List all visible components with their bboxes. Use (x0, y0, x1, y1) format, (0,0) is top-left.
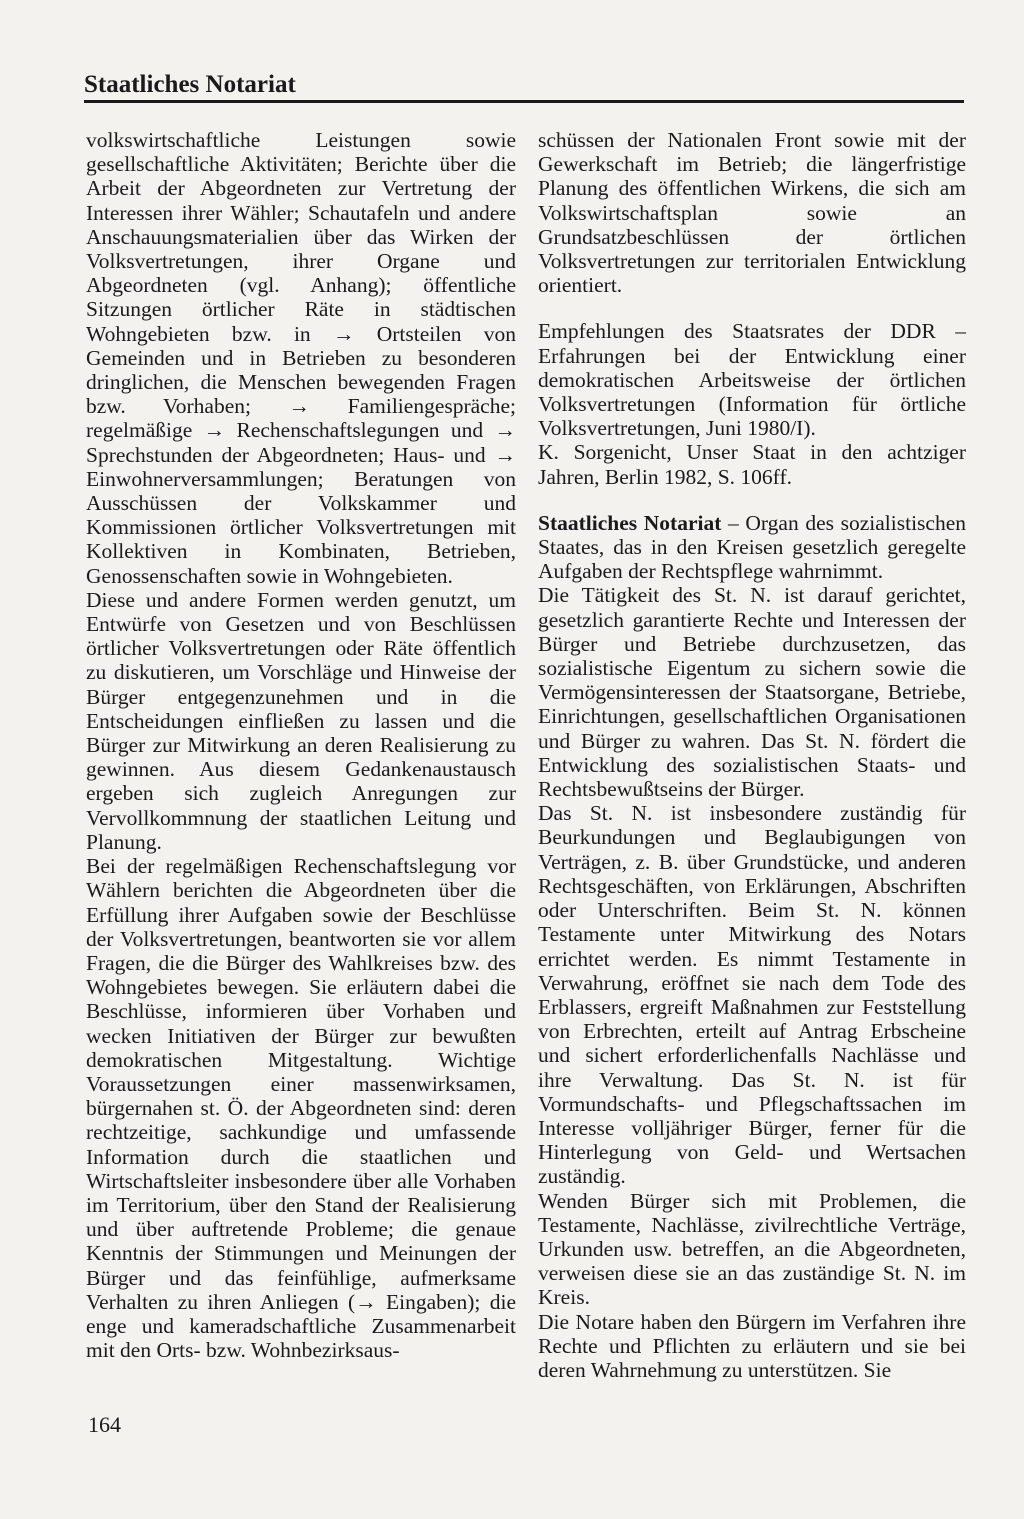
running-head: Staatliches Notariat (84, 71, 296, 98)
right-paragraph-2: Die Tätigkeit des St. N. ist darauf gerichtet, gesetzlich garantierte Rechte und Interessen der Bürger und Betriebe durchzusetzen, das sozialistische Eigentum zu sichern sowie die Vermögensinteressen der Staatsorgane, Betriebe, Einrichtungen, gesellschaftlichen Organisationen und Bürger zu wahren. Das St. N. fördert die Entwicklung des sozialistischen Staats- und Rechtsbewußtseins der Bürger. (538, 583, 966, 802)
reference-1: Empfehlungen des Staatsrates der DDR – Erfahrungen bei der Entwicklung einer demokratischen Arbeitsweise der örtlichen Volksvertretungen (Information für örtliche Volksvertretungen, Juni 1980/I). (538, 319, 966, 441)
entry-definition (538, 511, 966, 584)
entry-term: Staatliches Notariat (538, 510, 722, 535)
page-number: 164 (88, 1412, 121, 1437)
right-paragraph-5: Die Notare haben den Bürgern im Verfahren ihre Rechte und Pflichten zu erläutern und sie bei deren Wahrnehmung zu unterstützen. Sie (538, 1309, 966, 1382)
entry-definition-text: – Organ des sozialistischen Staates, das in den Kreisen gesetzlich geregelte Aufgaben der Rechtspflege wahrnimmt. (538, 510, 967, 584)
right-paragraph-3: Das St. N. ist insbesondere zuständig für Beurkundungen und Beglaubigungen von Verträgen, z. B. über Grundstücke, und anderen Rechtsgeschäften, von Erklärungen, Abschriften oder Unterschriften. Beim St. N. können Testamente unter Mitwirkung des Notars errichtet werden. Es nimmt Testamente in Verwahrung, eröffnet sie nach dem Tode des Erblassers, ergreift Maßnahmen zur Feststellung von Erbrechten, erteilt auf Antrag Erbscheine und sichert erforderlichenfalls Nachlässe und ihre Verwaltung. Das St. N. ist für Vormundschafts- und Pflegschaftssachen im Interesse volljähriger Bürger, ferner für die Hinterlegung von Geld- und Wertsachen zuständig. (538, 801, 966, 1189)
left-paragraph-2: Diese und andere Formen werden genutzt, um Entwürfe von Gesetzen und von Beschlüssen örtlicher Volksvertretungen oder Räte öffentlich zu diskutieren, um Vorschläge und Hinweise der Bürger entgegenzunehmen und in die Entscheidungen einfließen zu lassen und die Bürger zur Mitwirkung an deren Realisierung zu gewinnen. Aus diesem Gedankenaustausch ergeben sich zugleich Anregungen zur Vervollkommnung der staatlichen Leitung und Planung. (86, 587, 516, 854)
page-header (84, 70, 964, 100)
left-paragraph-1: volkswirtschaftliche Leistungen sowie gesellschaftliche Aktivitäten; Berichte über die Arbeit der Abgeordneten zur Vertretung der Interessen ihrer Wähler; Schautafeln und andere Anschauungsmaterialien über das Wirken der Volksvertretungen, ihrer Organe und Abgeordneten (vgl. Anhang); öffentliche Sitzungen örtlicher Räte in städtischen Wohngebieten bzw. in → Ortsteilen von Gemeinden und in Betrieben zu besonderen dringlichen, die Menschen bewegenden Fragen bzw. Vorhaben; → Familiengespräche; regelmäßige → Rechenschaftslegungen und → Sprechstunden der Abgeordneten; Haus- und → Einwohnerversammlungen; Beratungen von Ausschüssen der Volkskammer und Kommissionen örtlicher Volksvertretungen mit Kollektiven in Kombinaten, Betrieben, Genossenschaften sowie in Wohngebieten. (86, 128, 516, 588)
spacer (538, 489, 966, 511)
right-paragraph-1: schüssen der Nationalen Front sowie mit der Gewerkschaft im Betrieb; die längerfristige Planung des öffentlichen Wirkens, die sich am Volkswirtschaftsplan sowie an Grundsatzbeschlüssen der örtlichen Volksvertretungen zur territorialen Entwicklung orientiert. (538, 128, 966, 298)
left-paragraph-3: Bei der regelmäßigen Rechenschaftslegung vor Wählern berichten die Abgeordneten über die Erfüllung ihrer Aufgaben sowie der Beschlüsse der Volksvertretungen, beantworten sie vor allem Fragen, die die Bürger des Wahlkreises bzw. des Wohngebietes bewegen. Sie erläutern dabei die Beschlüsse, informieren über Vorhaben und wecken Initiativen der Bürger zur bewußten demokratischen Mitgestaltung. Wichtige Voraussetzungen einer massenwirksamen, bürgernahen st. Ö. der Abgeordneten sind: deren rechtzeitige, sachkundige und umfassende Information durch die staatlichen und Wirtschaftsleiter insbesondere über alle Vorhaben im Territorium, über den Stand der Realisierung und über auftretende Probleme; die genaue Kenntnis der Stimmungen und Meinungen der Bürger und das feinfühlige, aufmerksame Verhalten zu ihren Anliegen (→ Eingaben); die enge und kameradschaftliche Zusammenarbeit mit den Orts- bzw. Wohnbezirksaus- (86, 854, 516, 1363)
header-rule (84, 100, 964, 103)
left-column (86, 128, 516, 1362)
reference-2: K. Sorgenicht, Unser Staat in den achtziger Jahren, Berlin 1982, S. 106ff. (538, 440, 966, 489)
right-paragraph-4: Wenden Bürger sich mit Problemen, die Testamente, Nachlässe, zivilrechtliche Verträge, Urkunden usw. betreffen, an die Abgeordneten, verweisen diese sie an das zuständige St. N. im Kreis. (538, 1188, 966, 1310)
spacer (538, 297, 966, 319)
right-column (538, 128, 966, 1382)
